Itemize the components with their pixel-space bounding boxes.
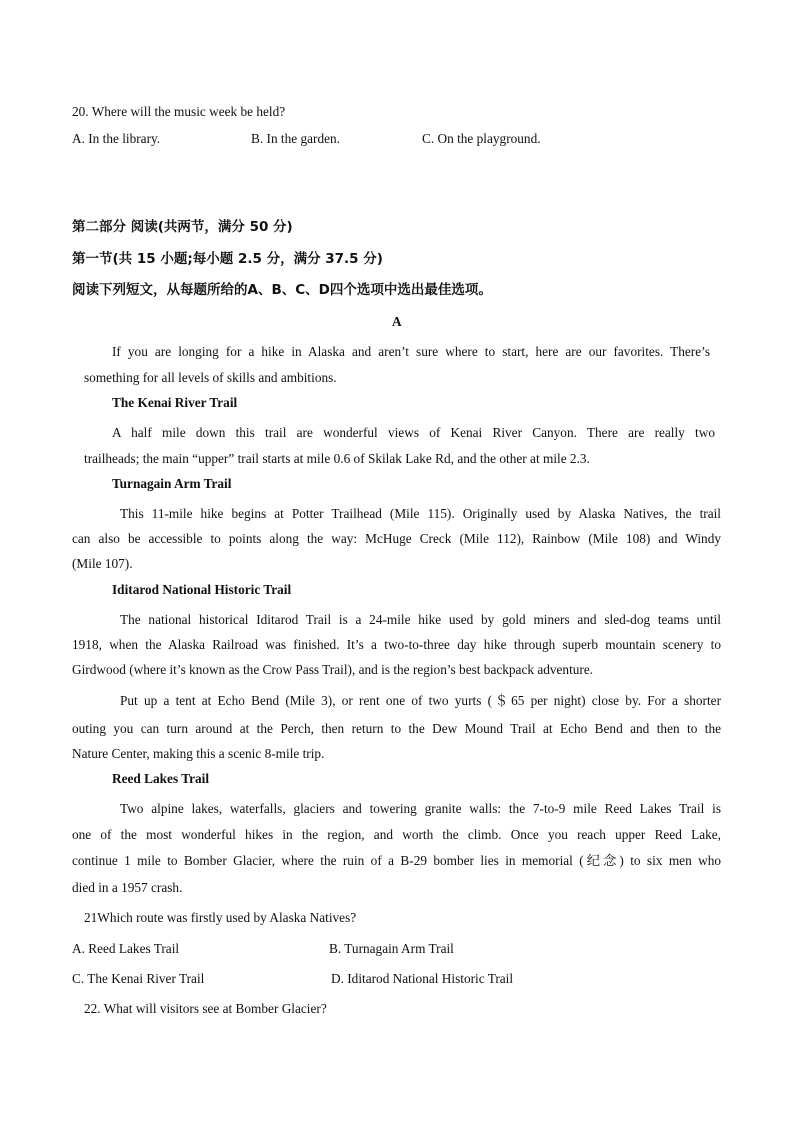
q20-question: 20. Where will the music week be held? (72, 104, 286, 119)
trail-heading-kenai: The Kenai River Trail (112, 395, 238, 410)
q20-option-a: A. In the library. (72, 131, 161, 146)
trail-heading-reed: Reed Lakes Trail (112, 771, 210, 786)
q21-option-d: D. Iditarod National Historic Trail (331, 971, 514, 986)
q20-option-c: C. On the playground. (422, 131, 541, 146)
trail-heading-turnagain: Turnagain Arm Trail (112, 476, 232, 491)
part2-heading: 第二部分 阅读(共两节，满分 50 分) (72, 219, 293, 235)
kenai-line-1: A half mile down this trail are wonderful views of Kenai River Canyon. There are really two (112, 425, 715, 440)
iditarod-line-3: Girdwood (where it’s known as the Crow Pass Trail), and is the region’s best backpack adventure. (72, 662, 594, 677)
kenai-line-2: trailheads; the main “upper” trail starts at mile 0.6 of Skilak Lake Rd, and the other at mile 2.3. (84, 451, 590, 466)
q21-option-b: B. Turnagain Arm Trail (329, 941, 454, 956)
q22-question: 22. What will visitors see at Bomber Glacier? (84, 1001, 327, 1016)
reed-line-1: Two alpine lakes, waterfalls, glaciers and towering granite walls: the 7-to-9 mile Reed Lakes Trail is (120, 801, 721, 816)
turnagain-line-3: (Mile 107). (72, 556, 133, 571)
q20-option-b: B. In the garden. (251, 131, 340, 146)
turnagain-line-1: This 11-mile hike begins at Potter Trailhead (Mile 115). Originally used by Alaska Natives, the trail (120, 506, 721, 521)
intro-line-1: If you are longing for a hike in Alaska and aren’t sure where to start, here are our favorites. There’s (112, 344, 710, 359)
instruction: 阅读下列短文，从每题所给的A、B、C、D四个选项中选出最佳选项。 (72, 282, 492, 298)
turnagain-line-2: can also be accessible to points along the way: McHuge Creck (Mile 112), Rainbow (Mile 108) and Windy (72, 531, 721, 546)
q21-question: 21Which route was firstly used by Alaska Natives? (84, 910, 357, 925)
reed-line-3: continue 1 mile to Bomber Glacier, where the ruin of a B-29 bomber lies in memorial (纪念) to six men who (72, 853, 721, 868)
iditarod-line-1: The national historical Iditarod Trail is a 24-mile hike used by gold miners and sled-dog teams until (120, 612, 721, 627)
reed-line-4: died in a 1957 crash. (72, 880, 183, 895)
iditarod-line-4: Put up a tent at Echo Bend (Mile 3), or rent one of two yurts (＄65 per night) close by. For a shorter (120, 693, 721, 708)
iditarod-line-2: 1918, when the Alaska Railroad was finished. It’s a two-to-three day hike through superb mountain scenery to (72, 637, 721, 652)
reed-line-2: one of the most wonderful hikes in the region, and worth the climb. Once you reach upper Reed Lake, (72, 827, 721, 842)
intro-line-2: something for all levels of skills and ambitions. (84, 370, 337, 385)
passage-letter: A (392, 314, 402, 329)
iditarod-line-6: Nature Center, making this a scenic 8-mile trip. (72, 746, 325, 761)
q21-option-c: C. The Kenai River Trail (72, 971, 205, 986)
iditarod-line-5: outing you can turn around at the Perch, then return to the Dew Mound Trail at Echo Bend and then to the (72, 721, 721, 736)
section1-heading: 第一节(共 15 小题;每小题 2.5 分，满分 37.5 分) (72, 251, 383, 267)
trail-heading-iditarod: Iditarod National Historic Trail (112, 582, 292, 597)
q21-option-a: A. Reed Lakes Trail (72, 941, 180, 956)
